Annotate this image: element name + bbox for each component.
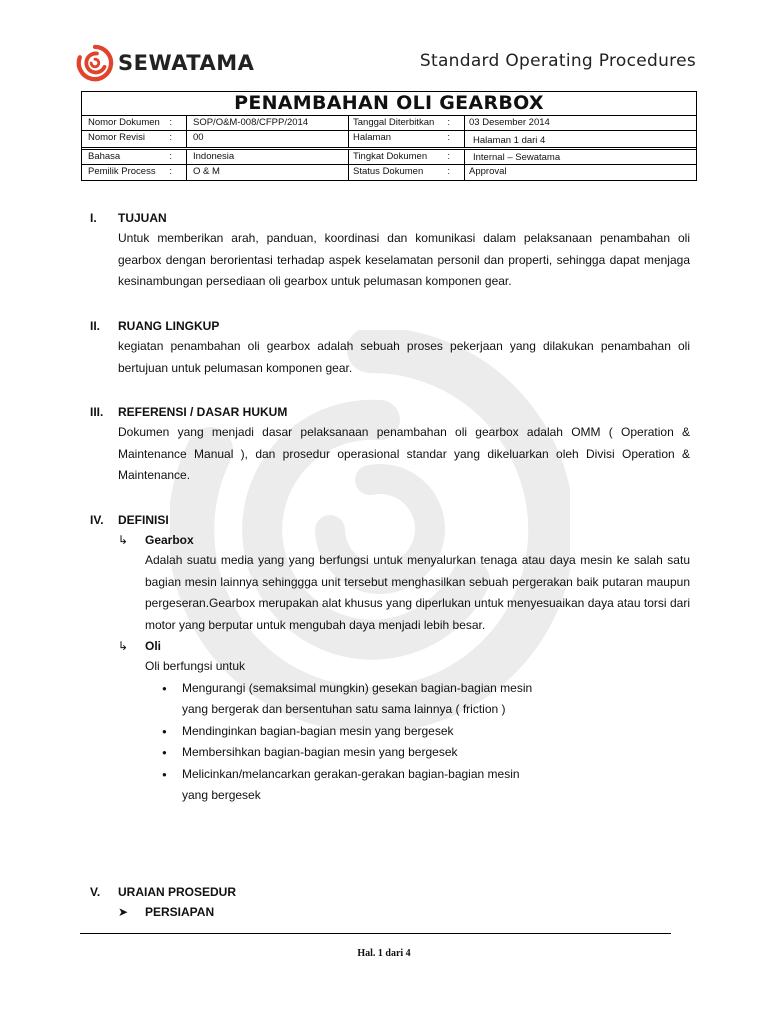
arrowhead-bullet-icon: ➤ [118,905,129,919]
info-row [82,150,696,165]
colon: : [447,166,450,177]
info-row [82,131,696,150]
subheading-oli: ↳ Oli [118,636,690,656]
colon: : [169,166,172,177]
info-label: Tingkat Dokumen [353,151,428,162]
section-uraian-prosedur [90,882,690,922]
gearbox-definition: Adalah suatu media yang yang berfungsi untuk menyalurkan tenaga atau daya mesin ke salah satu bagian mesin lainnya sehinggga unit tersebut menghasilkan sebuah pergerakan baik putaran maupun pergeseran.Gearbox merupakan alat khusus yang diperlukan untuk menyesuaikan daya atau torsi dari motor yang berputar untuk mengubah daya menjadi lebih besar. [145,553,690,632]
section-definisi [90,510,690,807]
info-label: Halaman [353,132,392,143]
colon: : [447,132,450,143]
info-row [82,165,696,180]
info-value: O & M [186,165,348,180]
colon: : [447,117,450,128]
oli-intro: Oli berfungsi untuk [145,659,246,673]
sewatama-logo-icon [76,44,114,82]
section-heading: I. TUJUAN [90,211,167,225]
info-value: Halaman 1 dari 4 [473,135,546,146]
info-value: SOP/O&M-008/CFPP/2014 [186,116,348,130]
subheading-gearbox: ↳ Gearbox [118,530,690,550]
section-text: Untuk memberikan arah, panduan, koordinasi dan komunikasi dalam pelaksanaan penambahan oli gearbox dengan berorientasi terhadap aspek keselamatan personil dan properti, sehingga dapat menjaga kesinambungan persediaan oli gearbox untuk pelumasan komponen gear. [118,231,690,288]
info-label: Pemilik Process [88,166,156,177]
footer-divider [80,933,671,934]
info-value: Approval [464,165,696,180]
subheading-persiapan: ➤ PERSIAPAN [118,902,690,922]
info-label: Bahasa [88,151,121,162]
info-value: Internal – Sewatama [473,152,561,163]
info-label: Nomor Dokumen [88,117,160,128]
list-item: ● Membersihkan bagian-bagian mesin yang bergesek [160,742,690,764]
page-header [76,44,696,84]
info-label: Status Dokumen [353,166,424,177]
list-item: ● Melicinkan/melancarkan gerakan-gerakan bagian-bagian mesin yang bergesek [160,764,690,807]
section-heading: III. REFERENSI / DASAR HUKUM [90,405,288,419]
logo-text: SEWATAMA [118,51,255,75]
colon: : [169,151,172,162]
info-value: 00 [186,131,348,147]
info-label: Tanggal Diterbitkan [353,117,435,128]
list-item: ● Mendinginkan bagian-bagian mesin yang bergesek [160,721,690,743]
arrow-bullet-icon: ↳ [118,639,129,653]
page-number: Hal. 1 dari 4 [357,948,411,959]
document-info-table [81,91,697,181]
header-title: Standard Operating Procedures [419,51,696,71]
info-label: Nomor Revisi [88,132,146,143]
colon: : [169,117,172,128]
colon: : [447,151,450,162]
colon: : [169,132,172,143]
oli-function-list [160,678,690,807]
arrow-bullet-icon: ↳ [118,533,129,547]
section-tujuan [90,208,690,293]
section-text: kegiatan penambahan oli gearbox adalah sebuah proses pekerjaan yang dilakukan penambahan oli bertujuan untuk pelumasan komponen gear. [118,339,690,375]
section-heading: V. URAIAN PROSEDUR [90,885,237,899]
list-item: ● Mengurangi (semaksimal mungkin) gesekan bagian-bagian mesin yang bergerak dan bersentuhan satu sama lainnya ( friction ) [160,678,690,721]
section-heading: II. RUANG LINGKUP [90,319,220,333]
info-value: 03 Desember 2014 [464,116,696,130]
document-title: PENAMBAHAN OLI GEARBOX [82,92,696,116]
section-referensi [90,402,690,487]
info-row [82,116,696,131]
company-logo [76,44,254,82]
section-ruang-lingkup [90,316,690,379]
section-text: Dokumen yang menjadi dasar pelaksanaan penambahan oli gearbox adalah OMM ( Operation & Maintenance Manual ), dan prosedur operasional standar yang dikeluarkan oleh Divisi Operation & Maintenance. [118,425,690,482]
section-heading: IV. DEFINISI [90,513,169,527]
info-value: Indonesia [186,150,348,164]
